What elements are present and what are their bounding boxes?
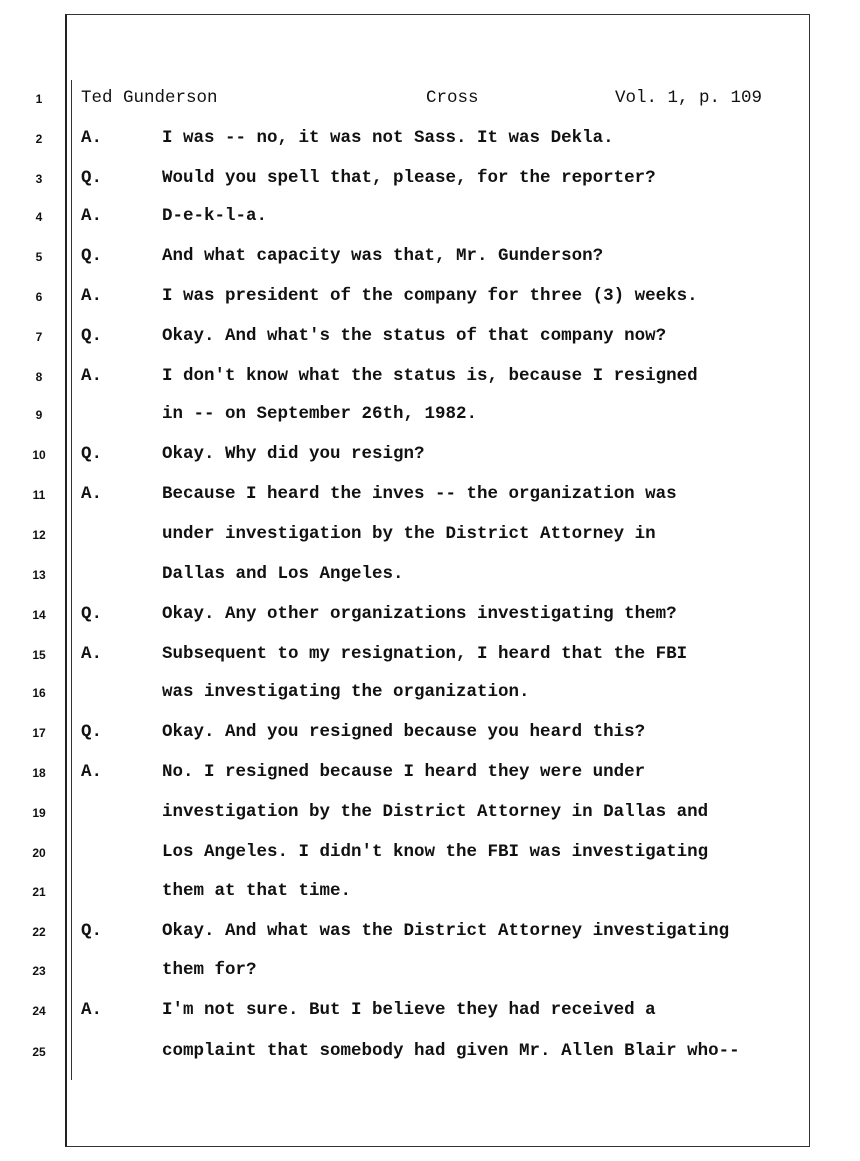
transcript-line <box>0 168 860 198</box>
transcript-line <box>0 604 860 634</box>
line-text: I don't know what the status is, because I resigned <box>162 366 698 386</box>
transcript-line <box>0 842 860 872</box>
line-number: 4 <box>35 210 43 224</box>
speaker-label: A. <box>81 762 103 782</box>
line-number: 13 <box>32 568 46 582</box>
line-number: 12 <box>32 528 46 542</box>
line-number: 7 <box>35 330 43 344</box>
line-text: under investigation by the District Attorney in <box>162 524 656 544</box>
speaker-label: A. <box>81 484 103 504</box>
transcript-line <box>0 644 860 674</box>
line-text: I was -- no, it was not Sass. It was Dekla. <box>162 128 614 148</box>
transcript-line <box>0 762 860 792</box>
volume-page-reference: Vol. 1, p. 109 <box>615 88 763 108</box>
speaker-label: Q. <box>81 722 103 742</box>
speaker-label: Q. <box>81 921 103 941</box>
transcript-header-line <box>0 88 860 118</box>
line-number: 24 <box>32 1004 46 1018</box>
transcript-line <box>0 960 860 990</box>
line-number: 18 <box>32 766 46 780</box>
line-text: them for? <box>162 960 257 980</box>
transcript-line <box>0 881 860 911</box>
transcript-line <box>0 444 860 474</box>
line-text: Okay. And what's the status of that company now? <box>162 326 667 346</box>
line-number: 8 <box>35 370 43 384</box>
line-text: No. I resigned because I heard they were under <box>162 762 646 782</box>
line-text: D-e-k-l-a. <box>162 206 268 226</box>
line-text: I'm not sure. But I believe they had received a <box>162 1000 656 1020</box>
line-text: Would you spell that, please, for the reporter? <box>162 168 656 188</box>
line-text: Los Angeles. I didn't know the FBI was investigating <box>162 842 709 862</box>
examination-section: Cross <box>426 88 479 108</box>
transcript-line <box>0 326 860 356</box>
line-text: in -- on September 26th, 1982. <box>162 404 478 424</box>
line-text: Subsequent to my resignation, I heard that the FBI <box>162 644 688 664</box>
line-number: 17 <box>32 726 46 740</box>
line-number: 3 <box>35 172 43 186</box>
line-number: 5 <box>35 250 43 264</box>
transcript-line <box>0 802 860 832</box>
line-text: Okay. And you resigned because you heard this? <box>162 722 646 742</box>
line-number: 2 <box>35 132 43 146</box>
transcript-line <box>0 682 860 712</box>
speaker-label: A. <box>81 286 103 306</box>
speaker-label: A. <box>81 644 103 664</box>
line-number: 15 <box>32 648 46 662</box>
line-number: 20 <box>32 846 46 860</box>
line-text: And what capacity was that, Mr. Gunderson? <box>162 246 604 266</box>
line-number: 9 <box>35 408 43 422</box>
speaker-label: Q. <box>81 444 103 464</box>
line-number: 11 <box>32 488 46 502</box>
line-number: 1 <box>35 92 43 106</box>
line-number: 14 <box>32 608 46 622</box>
transcript-line <box>0 524 860 554</box>
transcript-line <box>0 206 860 236</box>
line-text: complaint that somebody had given Mr. Allen Blair who-- <box>162 1041 740 1061</box>
transcript-line <box>0 722 860 752</box>
transcript-line <box>0 366 860 396</box>
speaker-label: A. <box>81 128 103 148</box>
speaker-label: Q. <box>81 326 103 346</box>
speaker-label: Q. <box>81 604 103 624</box>
transcript-line <box>0 404 860 434</box>
witness-name: Ted Gunderson <box>81 88 218 108</box>
line-number: 10 <box>32 448 46 462</box>
line-text: was investigating the organization. <box>162 682 530 702</box>
line-number: 16 <box>32 686 46 700</box>
line-text: I was president of the company for three (3) weeks. <box>162 286 698 306</box>
line-number: 22 <box>32 925 46 939</box>
line-text: Okay. Any other organizations investigating them? <box>162 604 677 624</box>
speaker-label: A. <box>81 366 103 386</box>
transcript-line <box>0 921 860 951</box>
line-number: 23 <box>32 964 46 978</box>
line-text: Because I heard the inves -- the organization was <box>162 484 677 504</box>
transcript-line <box>0 1041 860 1071</box>
line-number: 21 <box>32 885 46 899</box>
transcript-line <box>0 484 860 514</box>
transcript-line <box>0 564 860 594</box>
line-number: 19 <box>32 806 46 820</box>
line-text: Okay. And what was the District Attorney investigating <box>162 921 730 941</box>
speaker-label: A. <box>81 206 103 226</box>
speaker-label: A. <box>81 1000 103 1020</box>
transcript-line <box>0 246 860 276</box>
line-text: them at that time. <box>162 881 352 901</box>
transcript-line <box>0 1000 860 1030</box>
line-text: Dallas and Los Angeles. <box>162 564 404 584</box>
transcript-line <box>0 286 860 316</box>
speaker-label: Q. <box>81 246 103 266</box>
speaker-label: Q. <box>81 168 103 188</box>
line-text: investigation by the District Attorney in Dallas and <box>162 802 709 822</box>
line-number: 25 <box>32 1045 46 1059</box>
transcript-line <box>0 128 860 158</box>
line-text: Okay. Why did you resign? <box>162 444 425 464</box>
line-number: 6 <box>35 290 43 304</box>
